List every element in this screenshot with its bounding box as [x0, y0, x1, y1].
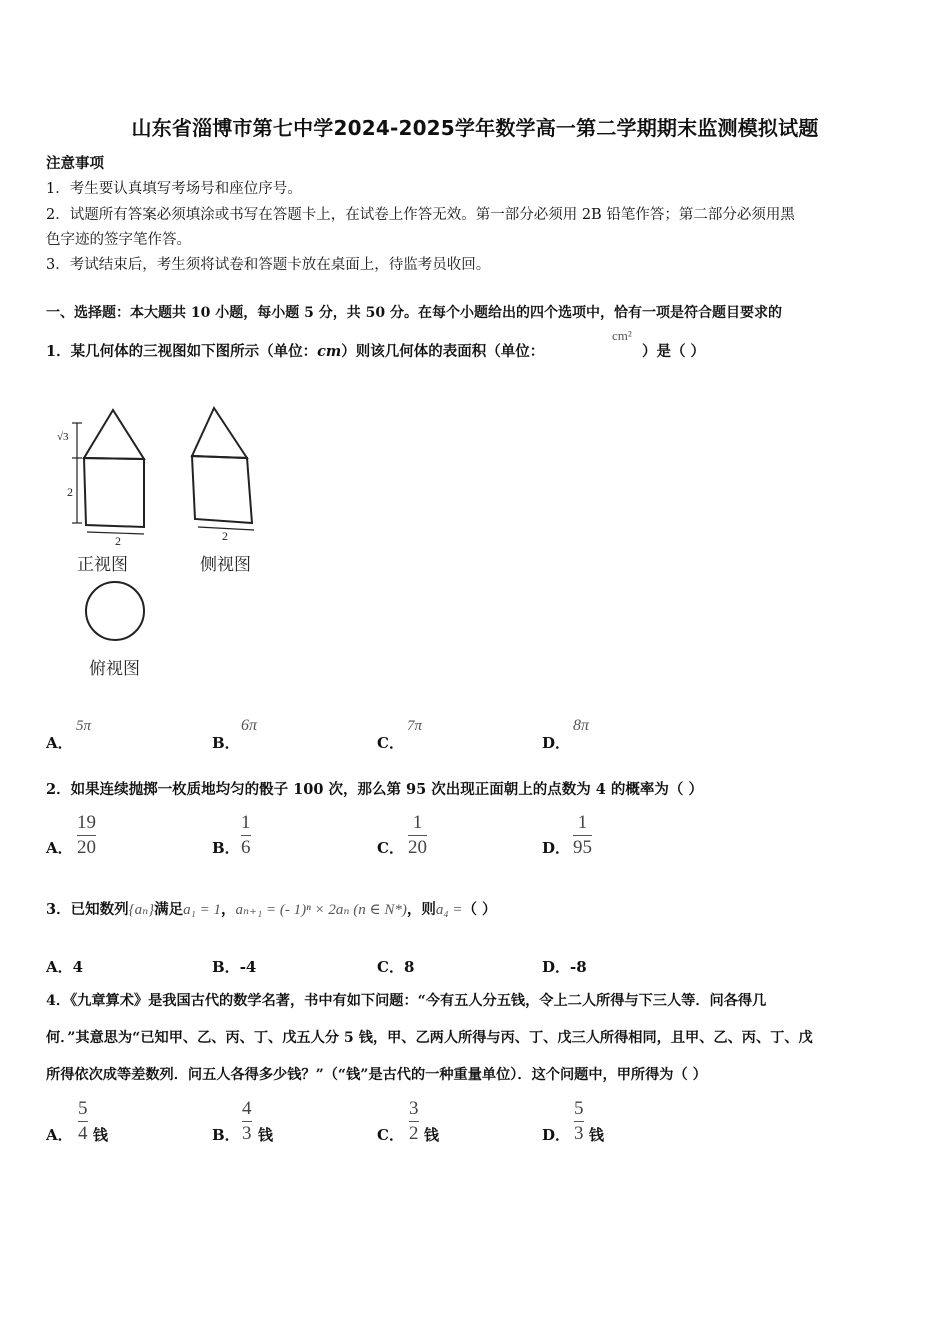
question-4-line-3: 所得依次成等差数列．问五人各得多少钱？”（“钱”是古代的一种重量单位）．这个问题中，甲所得为（ ）	[46, 1067, 707, 1083]
question-2-text: 2．如果连续抛掷一枚质地均匀的骰子 100 次，那么第 95 次出现正面朝上的点数为 4 的概率为（ ）	[46, 781, 703, 798]
front-view-square	[84, 458, 144, 527]
q4-option-b-label[interactable]: B．	[212, 1126, 240, 1144]
q4-option-a-unit: 钱	[93, 1126, 109, 1144]
target-term: a₄ =	[435, 902, 463, 918]
q2-option-c-fraction: 1 20	[408, 812, 427, 858]
dim-sqrt3: √3	[57, 431, 69, 443]
q2-option-d-fraction: 1 95	[573, 812, 592, 858]
question-3-text: 3．已知数列{aₙ}满足a₁ = 1，aₙ₊₁ = (- 1)ⁿ × 2aₙ (n ∈ N*)，则a₄ =（ ）	[46, 901, 497, 918]
front-view-dimensions	[72, 423, 144, 534]
condition-1: a₁ = 1	[183, 902, 222, 918]
q3-option-a[interactable]: A．4	[46, 958, 84, 976]
question-1-suffix: ）是（ ）	[642, 343, 706, 360]
notes-heading: 注意事项	[46, 155, 104, 172]
q1-option-b-label[interactable]: B．	[212, 734, 240, 752]
side-view-square	[192, 456, 252, 523]
dim-side-width: 2	[222, 529, 228, 543]
side-view-triangle	[192, 408, 247, 458]
question-4-line-2: 何．”其意思为“已知甲、乙、丙、丁、戊五人分 5 钱，甲、乙两人所得与丙、丁、戊三人所得相同，且甲、乙、丙、丁、戊	[46, 1030, 813, 1046]
q4-option-c-fraction: 3 2	[409, 1098, 419, 1144]
q1-option-d-value: 8π	[573, 717, 590, 734]
q2-option-b-label[interactable]: B．	[212, 839, 240, 857]
dim-front-height: 2	[67, 485, 73, 499]
front-view-label: 正视图	[77, 555, 128, 575]
q4-option-b-unit: 钱	[258, 1126, 274, 1144]
q4-option-a-fraction: 5 4	[78, 1098, 88, 1144]
q4-option-b-fraction: 4 3	[242, 1098, 252, 1144]
question-1-text: 1．某几何体的三视图如下图所示（单位：cm）则该几何体的表面积（单位：	[46, 343, 545, 360]
q1-option-c-label[interactable]: C．	[377, 734, 404, 752]
q4-option-c-unit: 钱	[424, 1126, 440, 1144]
q2-option-b-fraction: 1 6	[241, 812, 251, 858]
q1-option-d-label[interactable]: D．	[542, 734, 571, 752]
page-title: 山东省淄博市第七中学2024-2025学年数学高一第二学期期末监测模拟试题	[131, 116, 819, 140]
q4-option-d-unit: 钱	[589, 1126, 605, 1144]
q3-option-c[interactable]: C．8	[377, 958, 415, 976]
note-2-line-2: 色字迹的签字笔作答。	[46, 232, 191, 248]
q1-option-a-label[interactable]: A．	[46, 734, 73, 752]
q2-option-d-label[interactable]: D．	[542, 839, 571, 857]
q2-option-a-label[interactable]: A．	[46, 839, 73, 857]
sequence-notation: {aₙ}	[128, 902, 155, 918]
front-view	[84, 410, 144, 527]
q1-option-b-value: 6π	[241, 717, 258, 734]
q4-option-a-label[interactable]: A．	[46, 1126, 73, 1144]
unit-cm2: cm²	[612, 328, 632, 343]
q4-option-d-fraction: 5 3	[574, 1098, 584, 1144]
q4-option-d-label[interactable]: D．	[542, 1126, 571, 1144]
q2-option-a-fraction: 19 20	[77, 812, 96, 858]
front-view-triangle	[84, 410, 144, 459]
section-heading: 一、选择题：本大题共 10 小题，每小题 5 分，共 50 分。在每个小题给出的四个选项中，恰有一项是符合题目要求的	[46, 305, 782, 321]
q3-option-b[interactable]: B．-4	[212, 958, 257, 976]
side-view-label: 侧视图	[200, 555, 251, 575]
top-view-circle	[86, 582, 144, 640]
note-1: 1．考生要认真填写考场号和座位序号。	[46, 181, 302, 197]
q3-option-d[interactable]: D．-8	[542, 958, 587, 976]
unit-cm: cm	[317, 343, 342, 360]
side-view	[192, 408, 252, 523]
q4-option-c-label[interactable]: C．	[377, 1126, 404, 1144]
note-2-line-1: 2．试题所有答案必须填涂或书写在答题卡上，在试卷上作答无效。第一部分必须用 2B 铅笔作答；第二部分必须用黑	[46, 207, 795, 223]
q1-option-a-value: 5π	[76, 718, 92, 734]
q1-option-c-value: 7π	[407, 718, 423, 734]
top-view-label: 俯视图	[89, 659, 140, 679]
q2-option-c-label[interactable]: C．	[377, 839, 404, 857]
dim-front-width: 2	[115, 534, 121, 548]
three-view-figure	[40, 395, 280, 695]
recurrence-formula: aₙ₊₁ = (- 1)ⁿ × 2aₙ (n ∈ N*)	[235, 902, 407, 918]
note-3: 3．考试结束后，考生须将试卷和答题卡放在桌面上，待监考员收回。	[46, 257, 491, 273]
question-4-line-1: 4．《九章算术》是我国古代的数学名著，书中有如下问题：“今有五人分五钱，令上二人所得与下三人等．问各得几	[46, 993, 767, 1009]
